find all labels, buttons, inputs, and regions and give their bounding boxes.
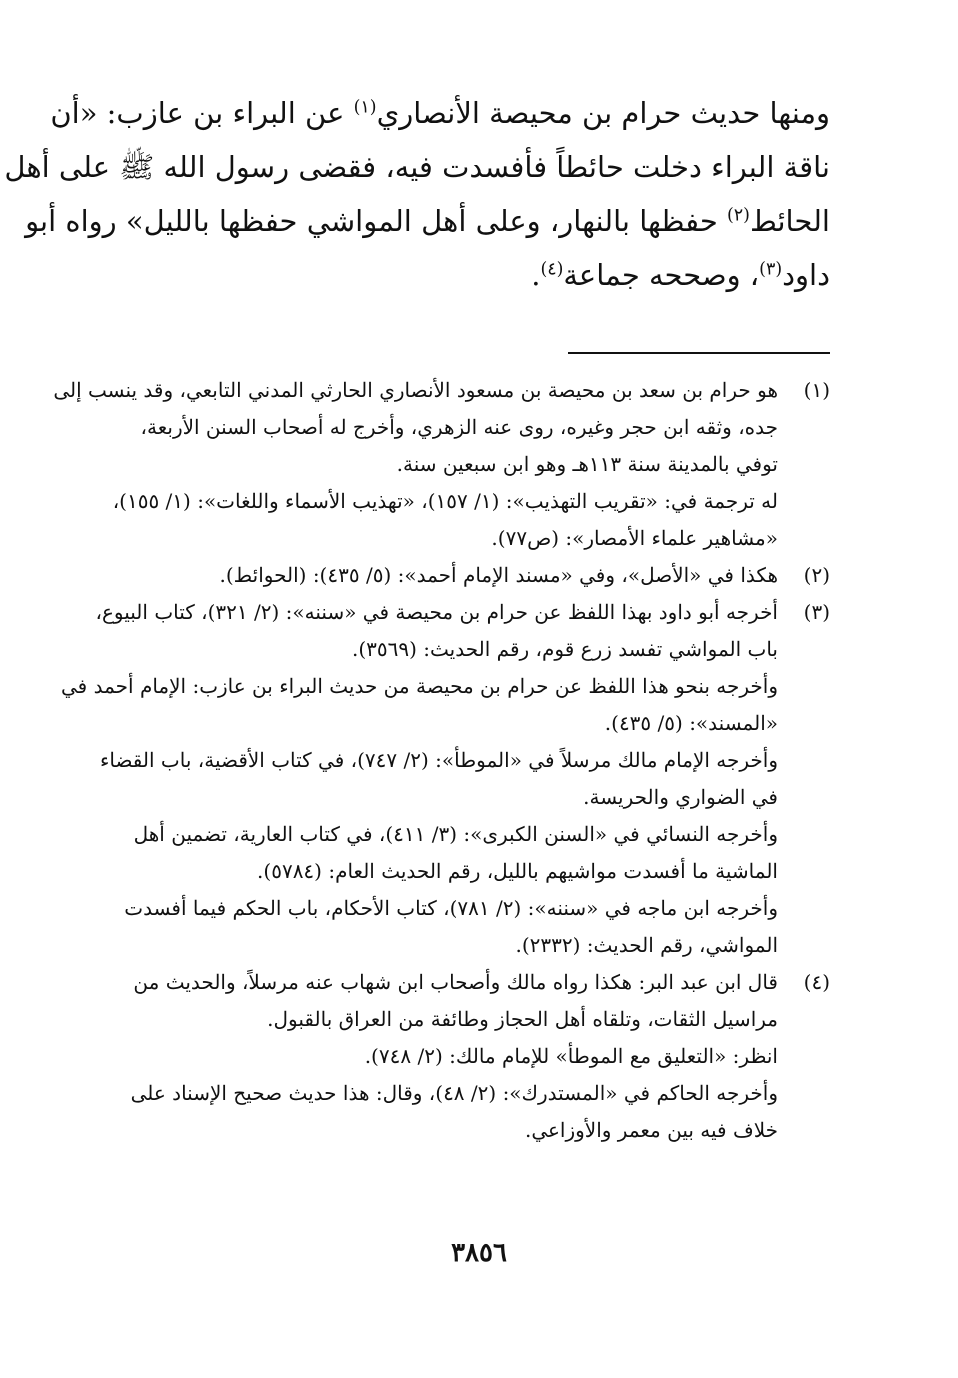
footnote-line: المواشي، رقم الحديث: (٢٣٣٢).: [515, 933, 778, 957]
footnote-ref[interactable]: (٣): [759, 259, 783, 280]
text-run: ، وصححه جماعة: [563, 258, 760, 292]
footnote-number: (١): [803, 378, 830, 402]
footnote-line: توفي بالمدينة سنة ١١٣هـ وهو ابن سبعين سنة.: [396, 452, 778, 476]
footnote-line: «المسند»: (٥/ ٤٣٥).: [604, 711, 778, 735]
footnote-ref[interactable]: (٤): [540, 259, 564, 280]
main-line: [128, 248, 830, 302]
main-line: [50, 86, 830, 140]
footnote-line: الماشية ما أفسدت مواشيهم بالليل، رقم الحديث العام: (٥٧٨٤).: [257, 859, 778, 883]
text-run: عن البراء بن عازب: «أن: [50, 96, 354, 130]
footnote-line: «مشاهير علماء الأمصار»: (ص٧٧).: [491, 526, 778, 550]
footnote-line: في الضواري والحريسة.: [583, 785, 778, 809]
footnote-line: أخرجه أبو داود بهذا اللفظ عن حرام بن محيصة في «سننه»: (٢/ ٣٢١)، كتاب البيوع،: [95, 600, 778, 624]
footnote-ref[interactable]: (١): [353, 97, 377, 118]
footnote-line: مراسيل الثقات، وتلقاه أهل الحجاز وطائفة من العراق بالقبول.: [267, 1007, 778, 1031]
footnote-line: له ترجمة في: «تقريب التهذيب»: (١/ ١٥٧)، «تهذيب الأسماء واللغات»: (١/ ١٥٥)،: [112, 489, 778, 513]
footnotes: [53, 372, 830, 1149]
footnote-line: انظر: «التعليق مع الموطأ» للإمام مالك: (٢/ ٧٤٨).: [364, 1044, 778, 1068]
footnote-number: (٤): [803, 970, 830, 994]
main-line: [25, 194, 830, 248]
footnote-line: جده، وثقه ابن حجر وغيره، روى عنه الزهري، وأخرج له أصحاب السنن الأربعة،: [140, 415, 778, 439]
footnote-line: خلاف فيه بين معمر والأوزاعي.: [524, 1118, 778, 1142]
main-paragraph: [4, 86, 830, 302]
text-run: ناقة البراء دخلت حائطاً فأفسدت فيه، فقضى رسول الله ﷺ على أهل: [4, 150, 830, 184]
footnote-line: هو حرام بن سعد بن محيصة بن مسعود الأنصاري الحارثي المدني التابعي، وقد ينسب إلى: [53, 378, 778, 402]
footnote-number: (٢): [803, 563, 830, 587]
footnote-2: [128, 557, 830, 594]
footnote-ref[interactable]: (٢): [727, 205, 750, 226]
footnote-line: وأخرجه الحاكم في «المستدرك»: (٢/ ٤٨)، وقال: هذا حديث صحيح الإسناد على: [130, 1081, 778, 1105]
footnote-3: [61, 594, 830, 964]
footnote-line: باب المواشي تفسد زرع قوم، رقم الحديث: (٣٥٦٩).: [352, 637, 778, 661]
text-run: حفظها بالنهار، وعلى أهل المواشي حفظها بالليل» رواه أبو: [25, 204, 727, 238]
text-run: داود: [782, 258, 830, 292]
footnote-4: [128, 964, 830, 1149]
main-line: [4, 140, 830, 194]
page-number: ٣٨٥٦: [451, 1238, 507, 1268]
footnote-number: (٣): [803, 600, 830, 624]
footnote-line: وأخرجه بنحو هذا اللفظ عن حرام بن محيصة من حديث البراء بن عازب: الإمام أحمد في: [61, 674, 778, 698]
text-run: .: [531, 258, 541, 292]
text-run: ومنها حديث حرام بن محيصة الأنصاري: [376, 96, 830, 130]
footnote-line: هكذا في «الأصل»، وفي «مسند الإمام أحمد»: (٥/ ٤٣٥): (الحوائط).: [219, 563, 778, 587]
footnote-line: قال ابن عبد البر: هكذا رواه مالك وأصحاب ابن شهاب عنه مرسلاً، والحديث من: [133, 970, 778, 994]
footnote-separator: [568, 352, 830, 354]
footnote-line: وأخرجه الإمام مالك مرسلاً في «الموطأ»: (٢/ ٧٤٧)، في كتاب الأقضية، باب القضاء: [99, 748, 778, 772]
text-run: الحائط: [749, 204, 830, 238]
footnote-1: [53, 372, 830, 557]
footnote-line: وأخرجه النسائي في «السنن الكبرى»: (٣/ ٤١١)، في كتاب العارية، تضمين أهل: [133, 822, 778, 846]
footnote-line: وأخرجه ابن ماجه في «سننه»: (٢/ ٧٨١)، كتاب الأحكام، باب الحكم فيما أفسدت: [124, 896, 778, 920]
